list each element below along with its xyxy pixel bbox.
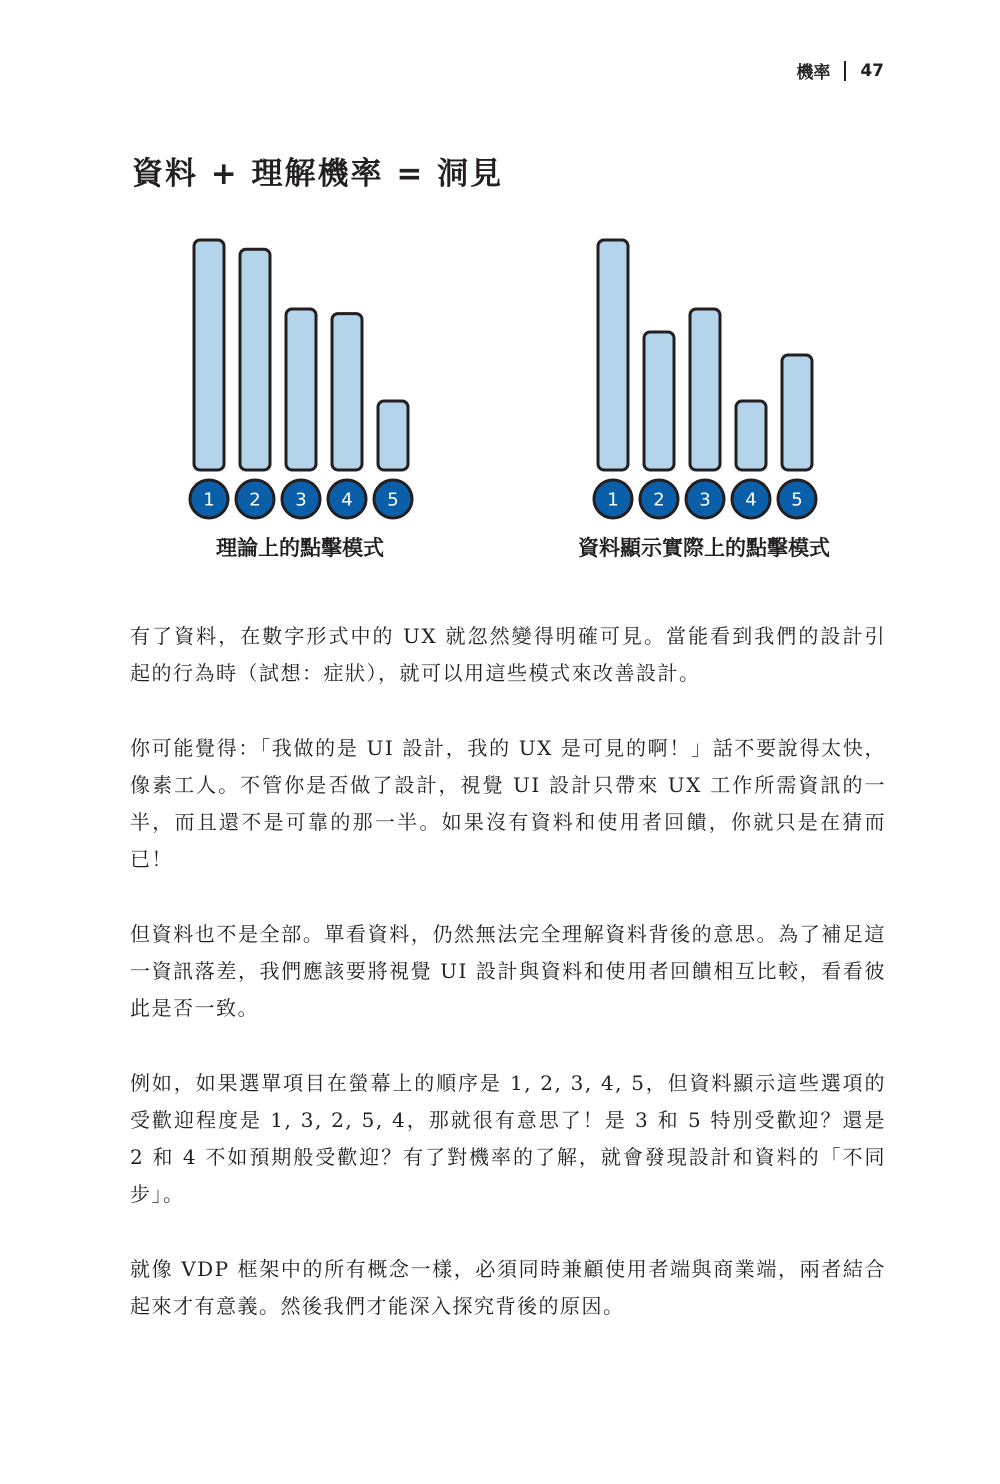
actual-tick-label-3: 3 [699, 489, 711, 511]
actual-chart-svg [584, 230, 824, 520]
actual-bar-3 [690, 309, 720, 470]
body-text [130, 618, 886, 1363]
section-name: 機率 [796, 63, 831, 83]
header-divider [844, 61, 846, 81]
theoretical-chart-caption: 理論上的點擊模式 [216, 536, 384, 560]
theoretical-bar-2 [240, 249, 270, 470]
actual-click-chart [578, 230, 830, 570]
running-head [796, 58, 884, 83]
actual-bar-1 [598, 240, 628, 470]
theoretical-bar-1 [194, 240, 224, 470]
page-number: 47 [860, 60, 884, 81]
theoretical-bar-5 [378, 401, 408, 470]
actual-tick-label-2: 2 [653, 489, 665, 511]
theoretical-tick-label-5: 5 [387, 489, 399, 511]
actual-bar-4 [736, 401, 766, 470]
paragraph-5: 就像 VDP 框架中的所有概念一樣，必須同時兼顧使用者端與商業端，兩者結合起來才有意義。然後我們才能深入探究背後的原因。 [130, 1257, 886, 1318]
section-title: 資料 + 理解機率 = 洞見 [132, 156, 504, 192]
actual-bar-2 [644, 332, 674, 470]
theoretical-tick-label-2: 2 [249, 489, 261, 511]
theoretical-click-chart [180, 230, 420, 570]
theoretical-bar-3 [286, 309, 316, 470]
actual-tick-label-1: 1 [607, 489, 619, 511]
theoretical-tick-label-1: 1 [203, 489, 215, 511]
paragraph-1: 有了資料，在數字形式中的 UX 就忽然變得明確可見。當能看到我們的設計引起的行為時（試想：症狀），就可以用這些模式來改善設計。 [130, 624, 886, 685]
actual-tick-label-4: 4 [745, 489, 757, 511]
theoretical-bar-4 [332, 314, 362, 470]
theoretical-tick-label-3: 3 [295, 489, 307, 511]
paragraph-4: 例如，如果選單項目在螢幕上的順序是 1, 2, 3, 4, 5，但資料顯示這些選項的受歡迎程度是 1, 3, 2, 5, 4，那就很有意思了！是 3 和 5 特別受歡迎？還是 2 和 4 不如預期般受歡迎？有了對機率的了解，就會發現設計和資料的「不同步」。 [130, 1071, 886, 1206]
paragraph-2: 你可能覺得：「我做的是 UI 設計，我的 UX 是可見的啊！」話不要說得太快，像素工人。不管你是否做了設計，視覺 UI 設計只帶來 UX 工作所需資訊的一半，而且還不是可靠的那一半。如果沒有資料和使用者回饋，你就只是在猜而已！ [130, 736, 886, 871]
theoretical-tick-label-4: 4 [341, 489, 353, 511]
actual-tick-label-5: 5 [791, 489, 803, 511]
paragraph-3: 但資料也不是全部。單看資料，仍然無法完全理解資料背後的意思。為了補足這一資訊落差，我們應該要將視覺 UI 設計與資料和使用者回饋相互比較，看看彼此是否一致。 [130, 922, 886, 1020]
theoretical-chart-svg [180, 230, 420, 520]
actual-bar-5 [782, 355, 812, 470]
actual-chart-caption: 資料顯示實際上的點擊模式 [578, 536, 830, 560]
